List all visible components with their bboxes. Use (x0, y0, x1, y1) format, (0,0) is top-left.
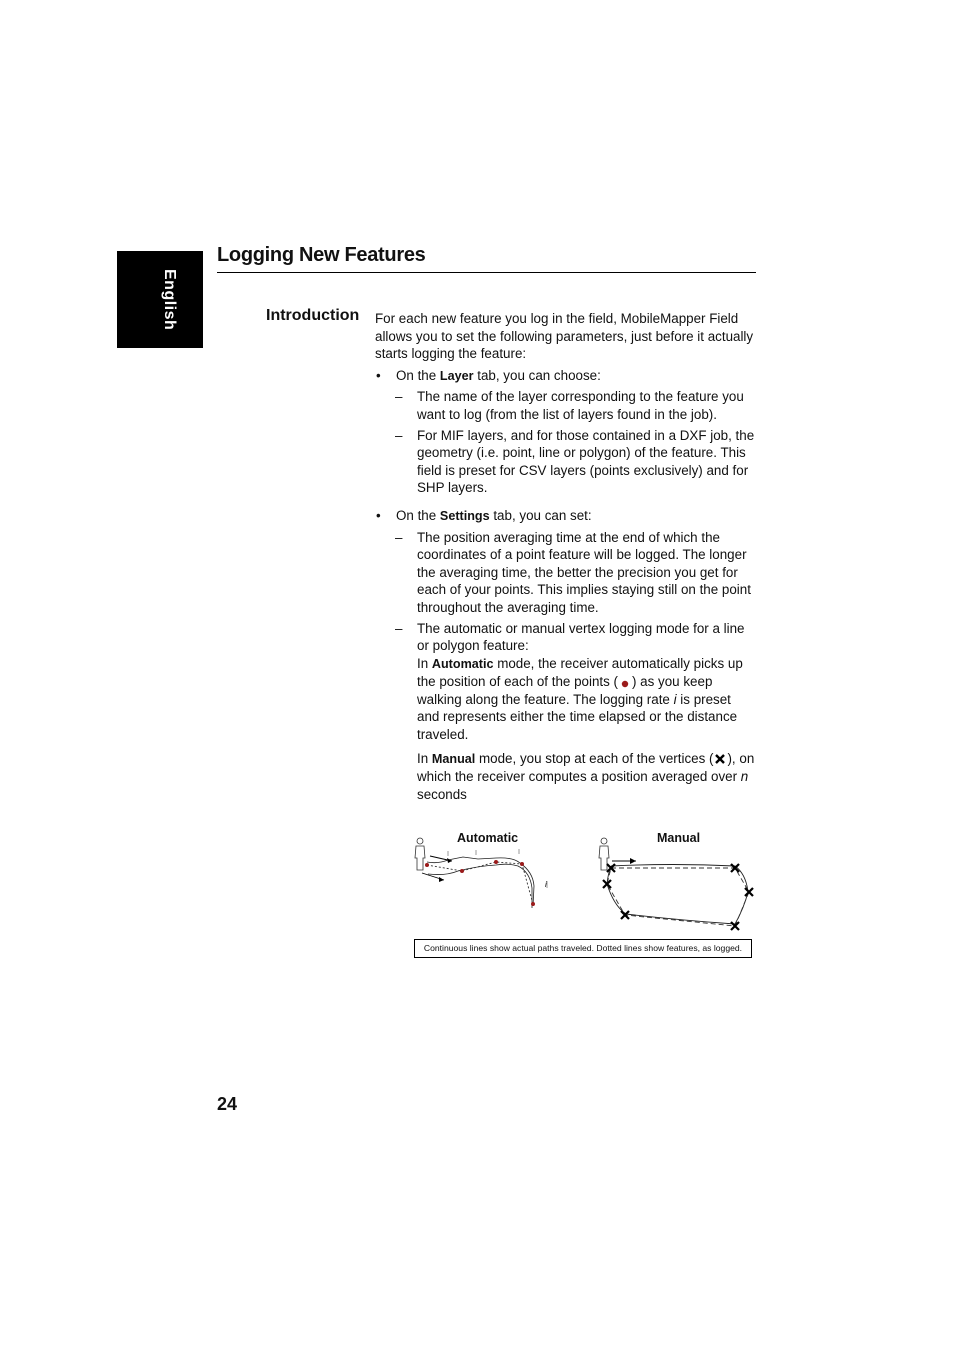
dash-marker: – (395, 620, 403, 636)
list-item-text: The name of the layer corresponding to the feature you want to log (from the list of layers found in the job). (417, 389, 744, 422)
list-item (375, 529, 755, 617)
manual-paragraph (375, 750, 755, 804)
para-text: ), on which the receiver computes a position averaged over (417, 750, 755, 785)
list-item-text: The automatic or manual vertex logging mode for a line or polygon feature: (417, 620, 745, 654)
manual-keyword: Manual (431, 751, 476, 766)
automatic-logged-path (427, 862, 533, 904)
para-text: seconds (417, 786, 467, 802)
para-text: is preset and represents either the time elapsed or the distance traveled. (417, 691, 738, 743)
bullet-suffix: tab, you can choose: (473, 367, 601, 383)
language-tab (117, 251, 203, 348)
body-text (375, 310, 755, 803)
rate-variable: i (673, 691, 677, 707)
bullet-prefix: On the (396, 507, 440, 523)
dash-marker: – (395, 427, 403, 443)
automatic-actual-path (427, 857, 534, 906)
list-item (375, 388, 755, 423)
vertex-cross-icon (713, 753, 727, 765)
vertex-crosses (603, 864, 753, 930)
dash-marker: – (395, 389, 403, 405)
intro-paragraph: For each new feature you log in the field, MobileMapper Field allows you to set the following parameters, just before it actually starts logging the feature: (375, 311, 754, 362)
para-prefix: In (417, 750, 432, 766)
manual-actual-path (607, 865, 748, 925)
para-text: ) as you keep walking along the feature. The logging rate (417, 674, 713, 707)
list-item (375, 427, 755, 497)
figure-caption: Continuous lines show actual paths traveled. Dotted lines show features, as logged. (414, 939, 752, 958)
para-text: mode, the receiver automatically picks up the position of each of the points ( (417, 655, 743, 690)
language-tab-label: English (161, 269, 178, 331)
seconds-variable: n (740, 769, 749, 785)
dash-marker: – (395, 529, 403, 545)
rate-label: i (545, 880, 547, 889)
automatic-paragraph (375, 655, 755, 744)
list-item-text: For MIF layers, and for those contained in a DXF job, the geometry (i.e. point, line or polygon) of the feature. This field is preset for CSV layers (points exclusively) and for SHP layers. (417, 427, 755, 496)
rate-ticks (448, 849, 547, 888)
bullet-marker: • (376, 507, 381, 523)
point-dot-icon (618, 677, 632, 689)
walker-icon (415, 838, 425, 870)
automatic-keyword: Automatic (431, 656, 494, 671)
figure-drawing (408, 826, 758, 936)
para-text: mode, you stop at each of the vertices ( (475, 750, 714, 766)
automatic-label: Automatic (457, 831, 519, 845)
bullet-prefix: On the (396, 367, 440, 383)
list-item (375, 620, 755, 655)
automatic-actual-path-lower (428, 864, 532, 908)
layer-keyword: Layer (439, 368, 474, 383)
bullet-marker: • (376, 367, 381, 383)
bullet-layer (375, 367, 755, 386)
section-heading: Introduction (266, 307, 360, 324)
settings-keyword: Settings (439, 508, 490, 523)
bullet-settings (375, 507, 755, 526)
para-prefix: In (417, 655, 432, 671)
page-title: Logging New Features (217, 244, 426, 266)
bullet-suffix: tab, you can set: (489, 507, 592, 523)
list-item-text: The position averaging time at the end of which the coordinates of a point feature will be logged. The longer the averaging time, the better the precision you get for each of your points. This implies staying still on the point throughout the averaging time. (417, 529, 751, 615)
title-rule (217, 272, 756, 273)
manual-label: Manual (657, 831, 701, 845)
page-number: 24 (217, 1094, 238, 1114)
